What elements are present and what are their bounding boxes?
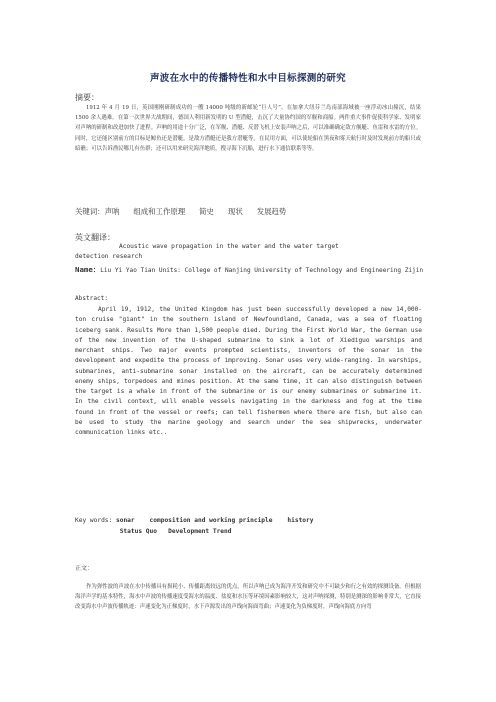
keyword-en: composition and working principle xyxy=(149,517,273,524)
keyword: 发展趋势 xyxy=(256,207,287,216)
keywords-en-label: Key words: xyxy=(75,517,113,524)
keywords-label: 关键词： xyxy=(75,207,105,216)
keyword-en: history xyxy=(287,517,314,524)
paper-title: 声波在水中的传播特性和水中目标探测的研究 xyxy=(149,73,346,84)
body-zh-text: 作为弹性波的声波在水中传播具有损耗小、传播距离较远的优点，所以声呐已成为海洋开发和研究中不可缺少和行之有效的探测设备。但根据海洋声学的基本特性，海水中声波的传播速度受海水的温度、盐度和水压等环境因素影响较大，这对声呐探测，特别是测深的影响非常大，它直接改变海水中声波传播轨迹：声速变化为正梯度时，水下声源发出的声线向海面弯曲；声速变化为负梯度时，声线向海底方向弯 xyxy=(75,584,421,611)
abstract-en: April 19, 1912, the United Kingdom has just been successfully developed a new 14,000-ton cruise "giant" in the southern island of Newfoundland, Canada, was a sea of floating iceberg sank. Results More than 1,500 people died. During the First World War, the German use of the new invention of the U-shaped submarine to sink a lot of Xiediguo warships and merchant ships. Two major events prompted scientists, inventors of the sonar in the development and expedite the process of improving. Sonar uses very wide-ranging. In warships, submarines, anti-submarine sonar installed on the aircraft, can be accurately determined enemy ships, torpedoes and mines position. At the same time, it can also distinguish between the target is a whale in front of the submarine or is our enemy submarines or submarine it. In the civil context, will enable vessels navigating in the darkness and fog at the time found in front of the vessel or reefs; can tell fishermen where there are fish, but also can be used to study the marine geology and search under the sea shipwrecks, underwater communication links etc.. xyxy=(75,306,422,436)
body-heading: 正文： xyxy=(75,565,94,572)
keyword-en: Development Trend xyxy=(168,528,232,535)
abstract-zh-text: 1912 年 4 月 19 日，英国刚刚研制成功的一艘 14000 吨级的新邮轮“巨人号”，在加拿大纽芬兰岛南部海域被一座浮动冰山撞沉，结果 1500 余人遇难。在第一次世界大战期间，德国人利用新发明的 U 型潜艇，击沉了大量协约国的军舰和商船。两件重大事件促使科学家、发明家对声呐的研制和改进加快了进程。声呐的用途十分广泛，在军舰、潜艇、反潜飞机上安装声呐之后，可以准确确定敌方舰艇、鱼雷和水雷的方位。同时，它还能区别前方的目标是鲸鱼还是潜艇，是敌方潜艇还是我方潜艇等。在民用方面，可以使轮船在黑夜和雾天航行时及时发现前方的船只或暗礁；可以告诉渔民哪儿有鱼群；还可以用来研究海洋地质，搜寻海下沉船，进行水下通信联系等等。 xyxy=(75,105,421,152)
author-units: Liu Yi Yao Tian Units: College of Nanjing University of Technology and Engineering Zijin xyxy=(100,267,424,274)
keyword-en: sonar xyxy=(116,517,135,524)
keyword: 组成和工作原理 xyxy=(133,207,186,216)
body-zh xyxy=(75,582,421,613)
english-translation-label: 英文翻译： xyxy=(75,233,115,242)
keyword: 现状 xyxy=(227,207,243,216)
keywords-zh xyxy=(75,206,300,217)
keywords-en xyxy=(75,515,313,537)
english-title-line2: detection research xyxy=(75,253,143,260)
abstract-zh xyxy=(75,103,421,154)
keyword: 声呐 xyxy=(104,207,120,216)
abstract-en-heading: Abstract: xyxy=(75,295,109,302)
keyword: 简史 xyxy=(199,207,214,216)
english-title xyxy=(75,242,421,262)
english-title-line1: Acoustic wave propagation in the water and the water target xyxy=(119,243,339,250)
abstract-heading: 摘要： xyxy=(75,93,99,102)
name-label: Name： xyxy=(75,265,101,274)
author-line xyxy=(75,265,425,275)
keyword-en: Status Quo xyxy=(119,528,157,535)
